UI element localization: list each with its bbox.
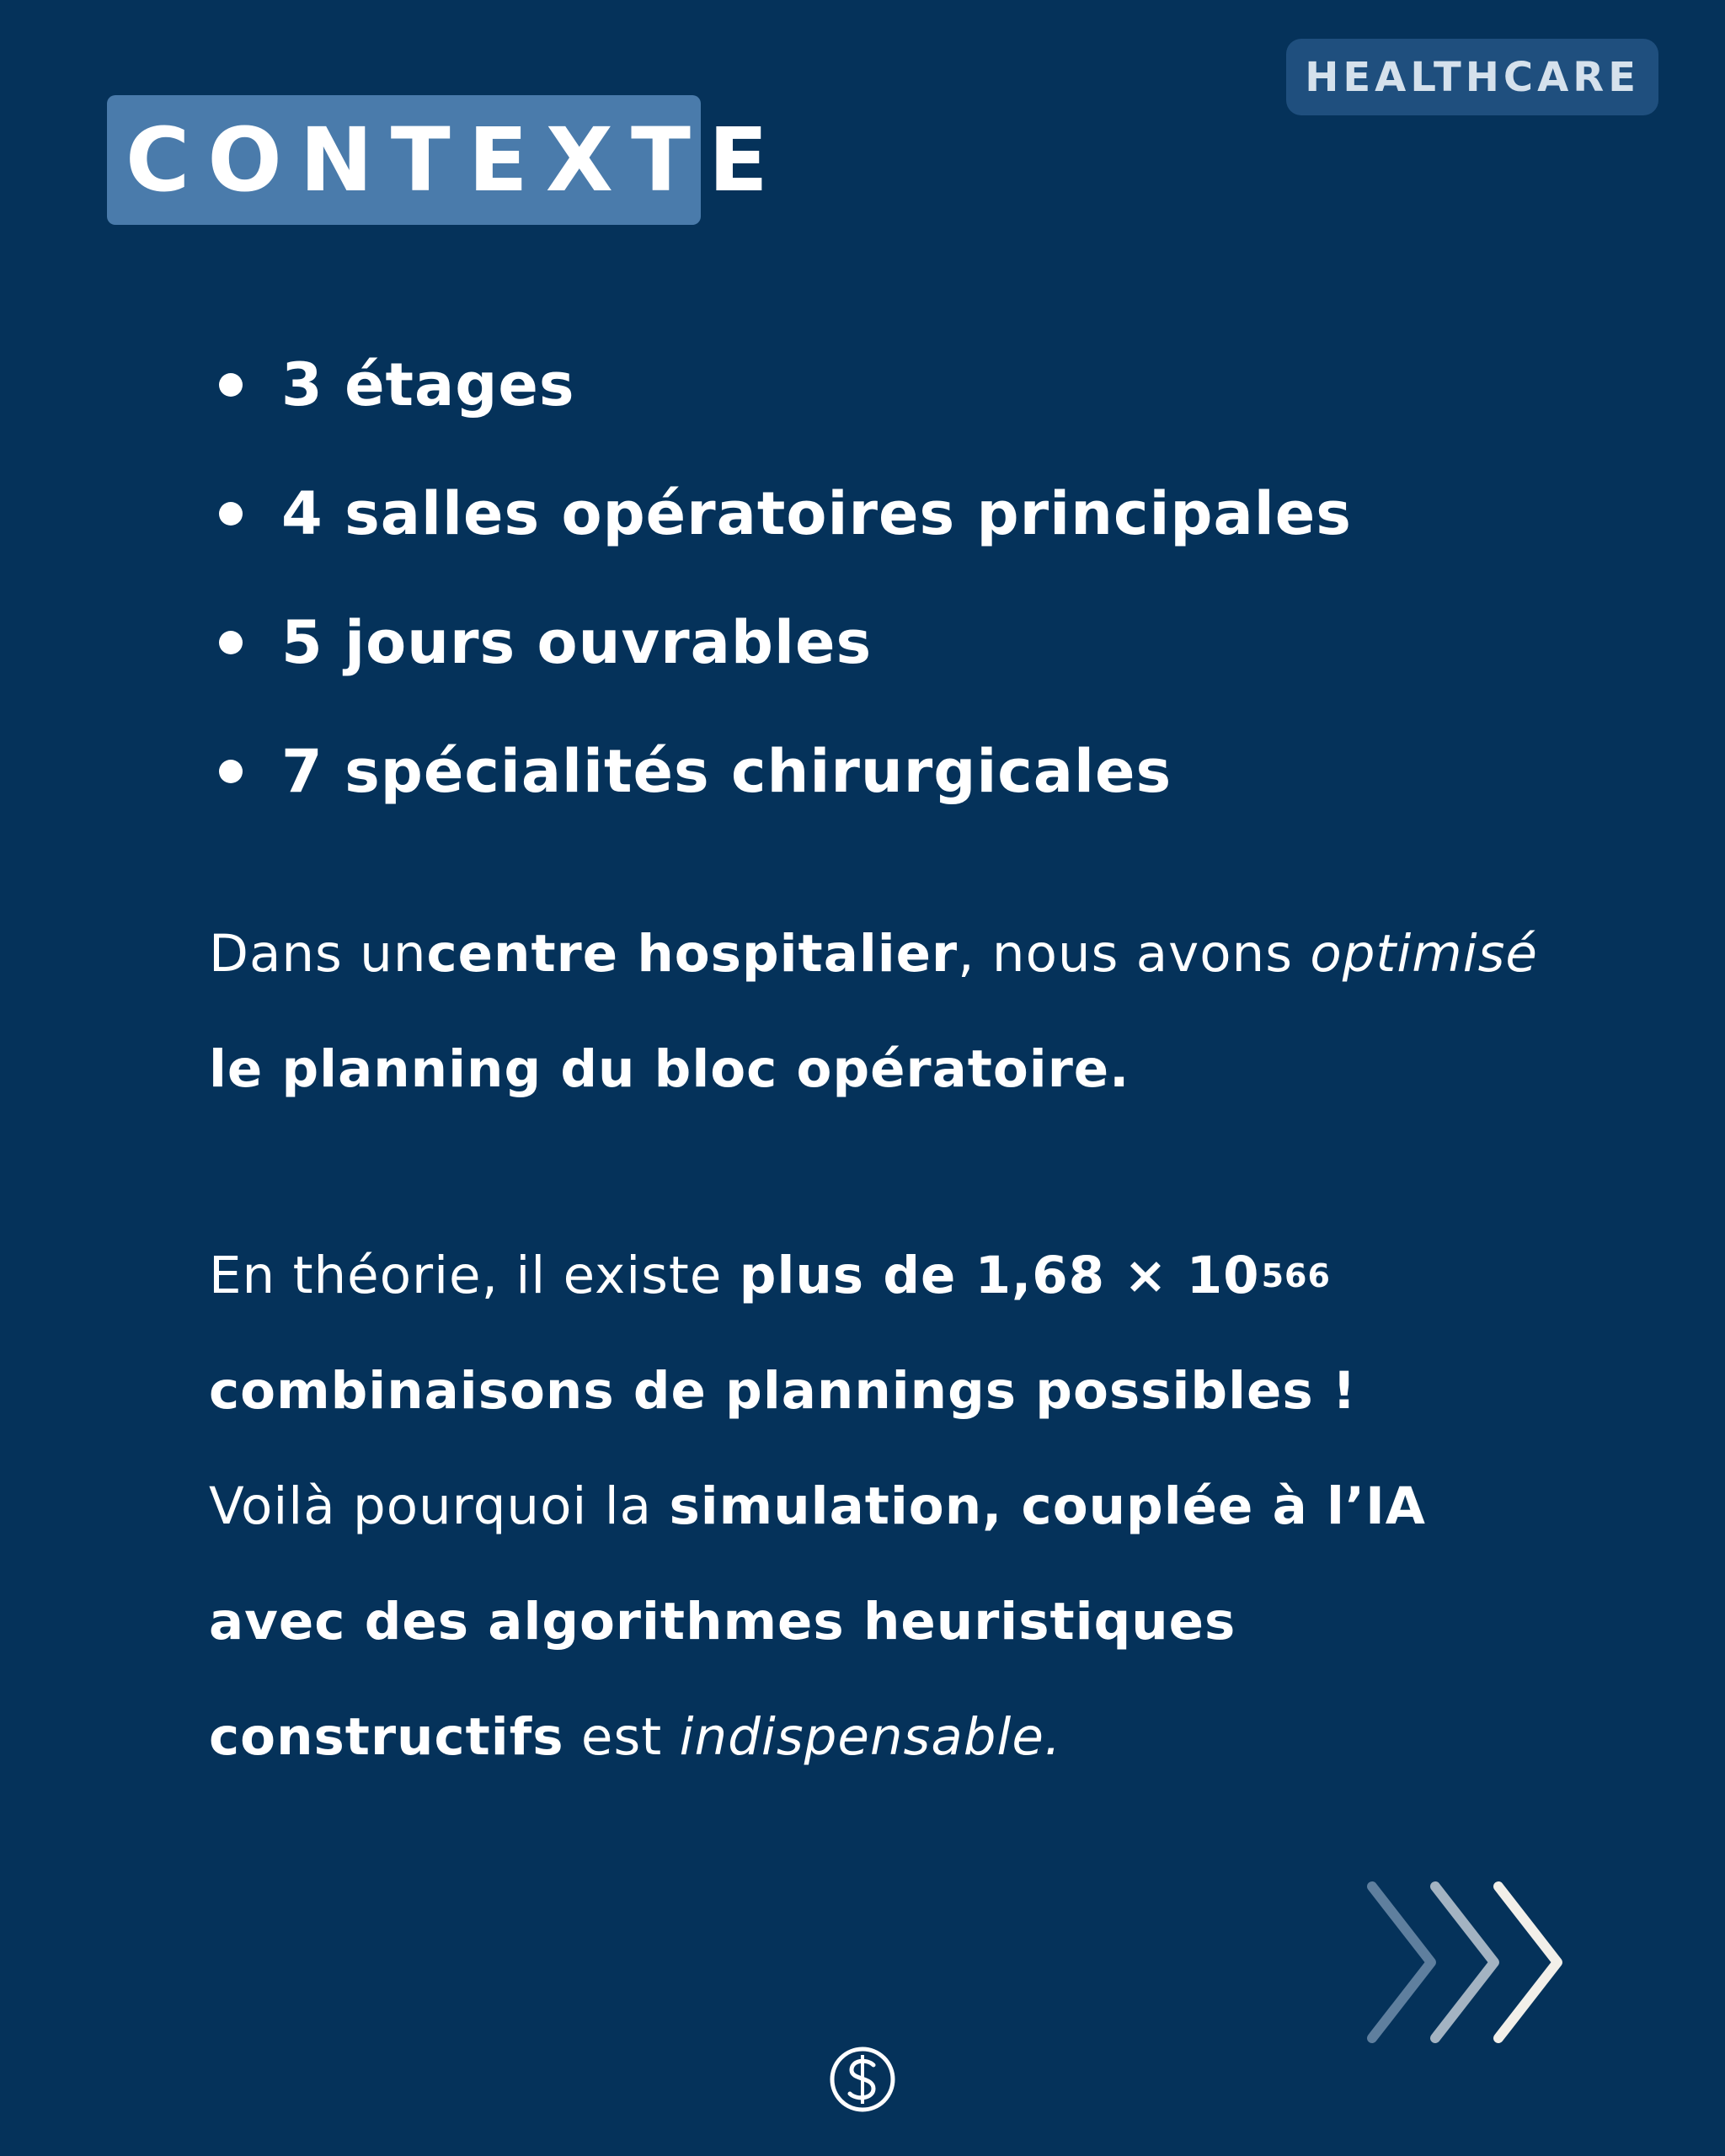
bullet-dot-icon: [219, 760, 243, 783]
paragraph-line: [209, 1333, 1624, 1449]
bullet-item: [209, 578, 1352, 707]
category-tag: HEALTHCARE: [1286, 39, 1658, 115]
bullet-item: [209, 449, 1352, 578]
brand-logo-icon: [828, 2045, 897, 2114]
text-span: En théorie, il existe: [209, 1246, 740, 1305]
text-span-italic: optimisé: [1310, 924, 1538, 984]
section-title-box: [107, 95, 786, 225]
bullet-text: 3 étages: [281, 350, 575, 419]
bullet-dot-icon: [219, 502, 243, 526]
bullet-text: 7 spécialités chirurgicales: [281, 736, 1172, 806]
paragraph-line: En théorie, il existe plus de 1,68 × 10 566: [209, 1246, 1331, 1305]
bullet-dot-icon: [219, 373, 243, 397]
intro-paragraph: [209, 896, 1624, 1127]
bullet-dot-icon: [219, 631, 243, 654]
text-span-italic: indispensable.: [679, 1707, 1062, 1767]
chevrons-right-icon[interactable]: [1359, 1878, 1570, 2047]
bullet-text: 4 salles opératoires principales: [281, 478, 1352, 548]
text-span-bold: constructifs: [209, 1707, 564, 1767]
text-span-bold: le planning du bloc opératoire.: [209, 1039, 1130, 1099]
combinations-paragraph: [209, 1218, 1624, 1795]
text-span-bold: avec des algorithmes heuristiques: [209, 1592, 1236, 1652]
bullet-item: [209, 320, 1352, 449]
context-bullet-list: [209, 320, 1352, 835]
bullet-item: [209, 707, 1352, 835]
paragraph-line: [209, 1564, 1624, 1679]
paragraph-line: [209, 1679, 1624, 1795]
text-span: , nous avons: [958, 924, 1311, 984]
paragraph-line: [209, 1011, 1624, 1127]
text-span-bold: simulation, couplée à l’IA: [669, 1476, 1426, 1536]
text-span-bold: plus de 1,68 × 10: [739, 1246, 1260, 1305]
section-title: CONTEXTE: [126, 109, 786, 211]
paragraph-line: [209, 896, 1624, 1011]
bullet-text: 5 jours ouvrables: [281, 607, 873, 677]
text-span: est: [563, 1707, 680, 1767]
text-span: Voilà pourquoi la: [209, 1476, 670, 1536]
paragraph-line: [209, 1449, 1624, 1564]
text-span: Dans un: [209, 924, 427, 984]
text-span-bold: centre hospitalier: [426, 924, 959, 984]
text-span-bold: combinaisons de plannings possibles !: [209, 1361, 1357, 1421]
